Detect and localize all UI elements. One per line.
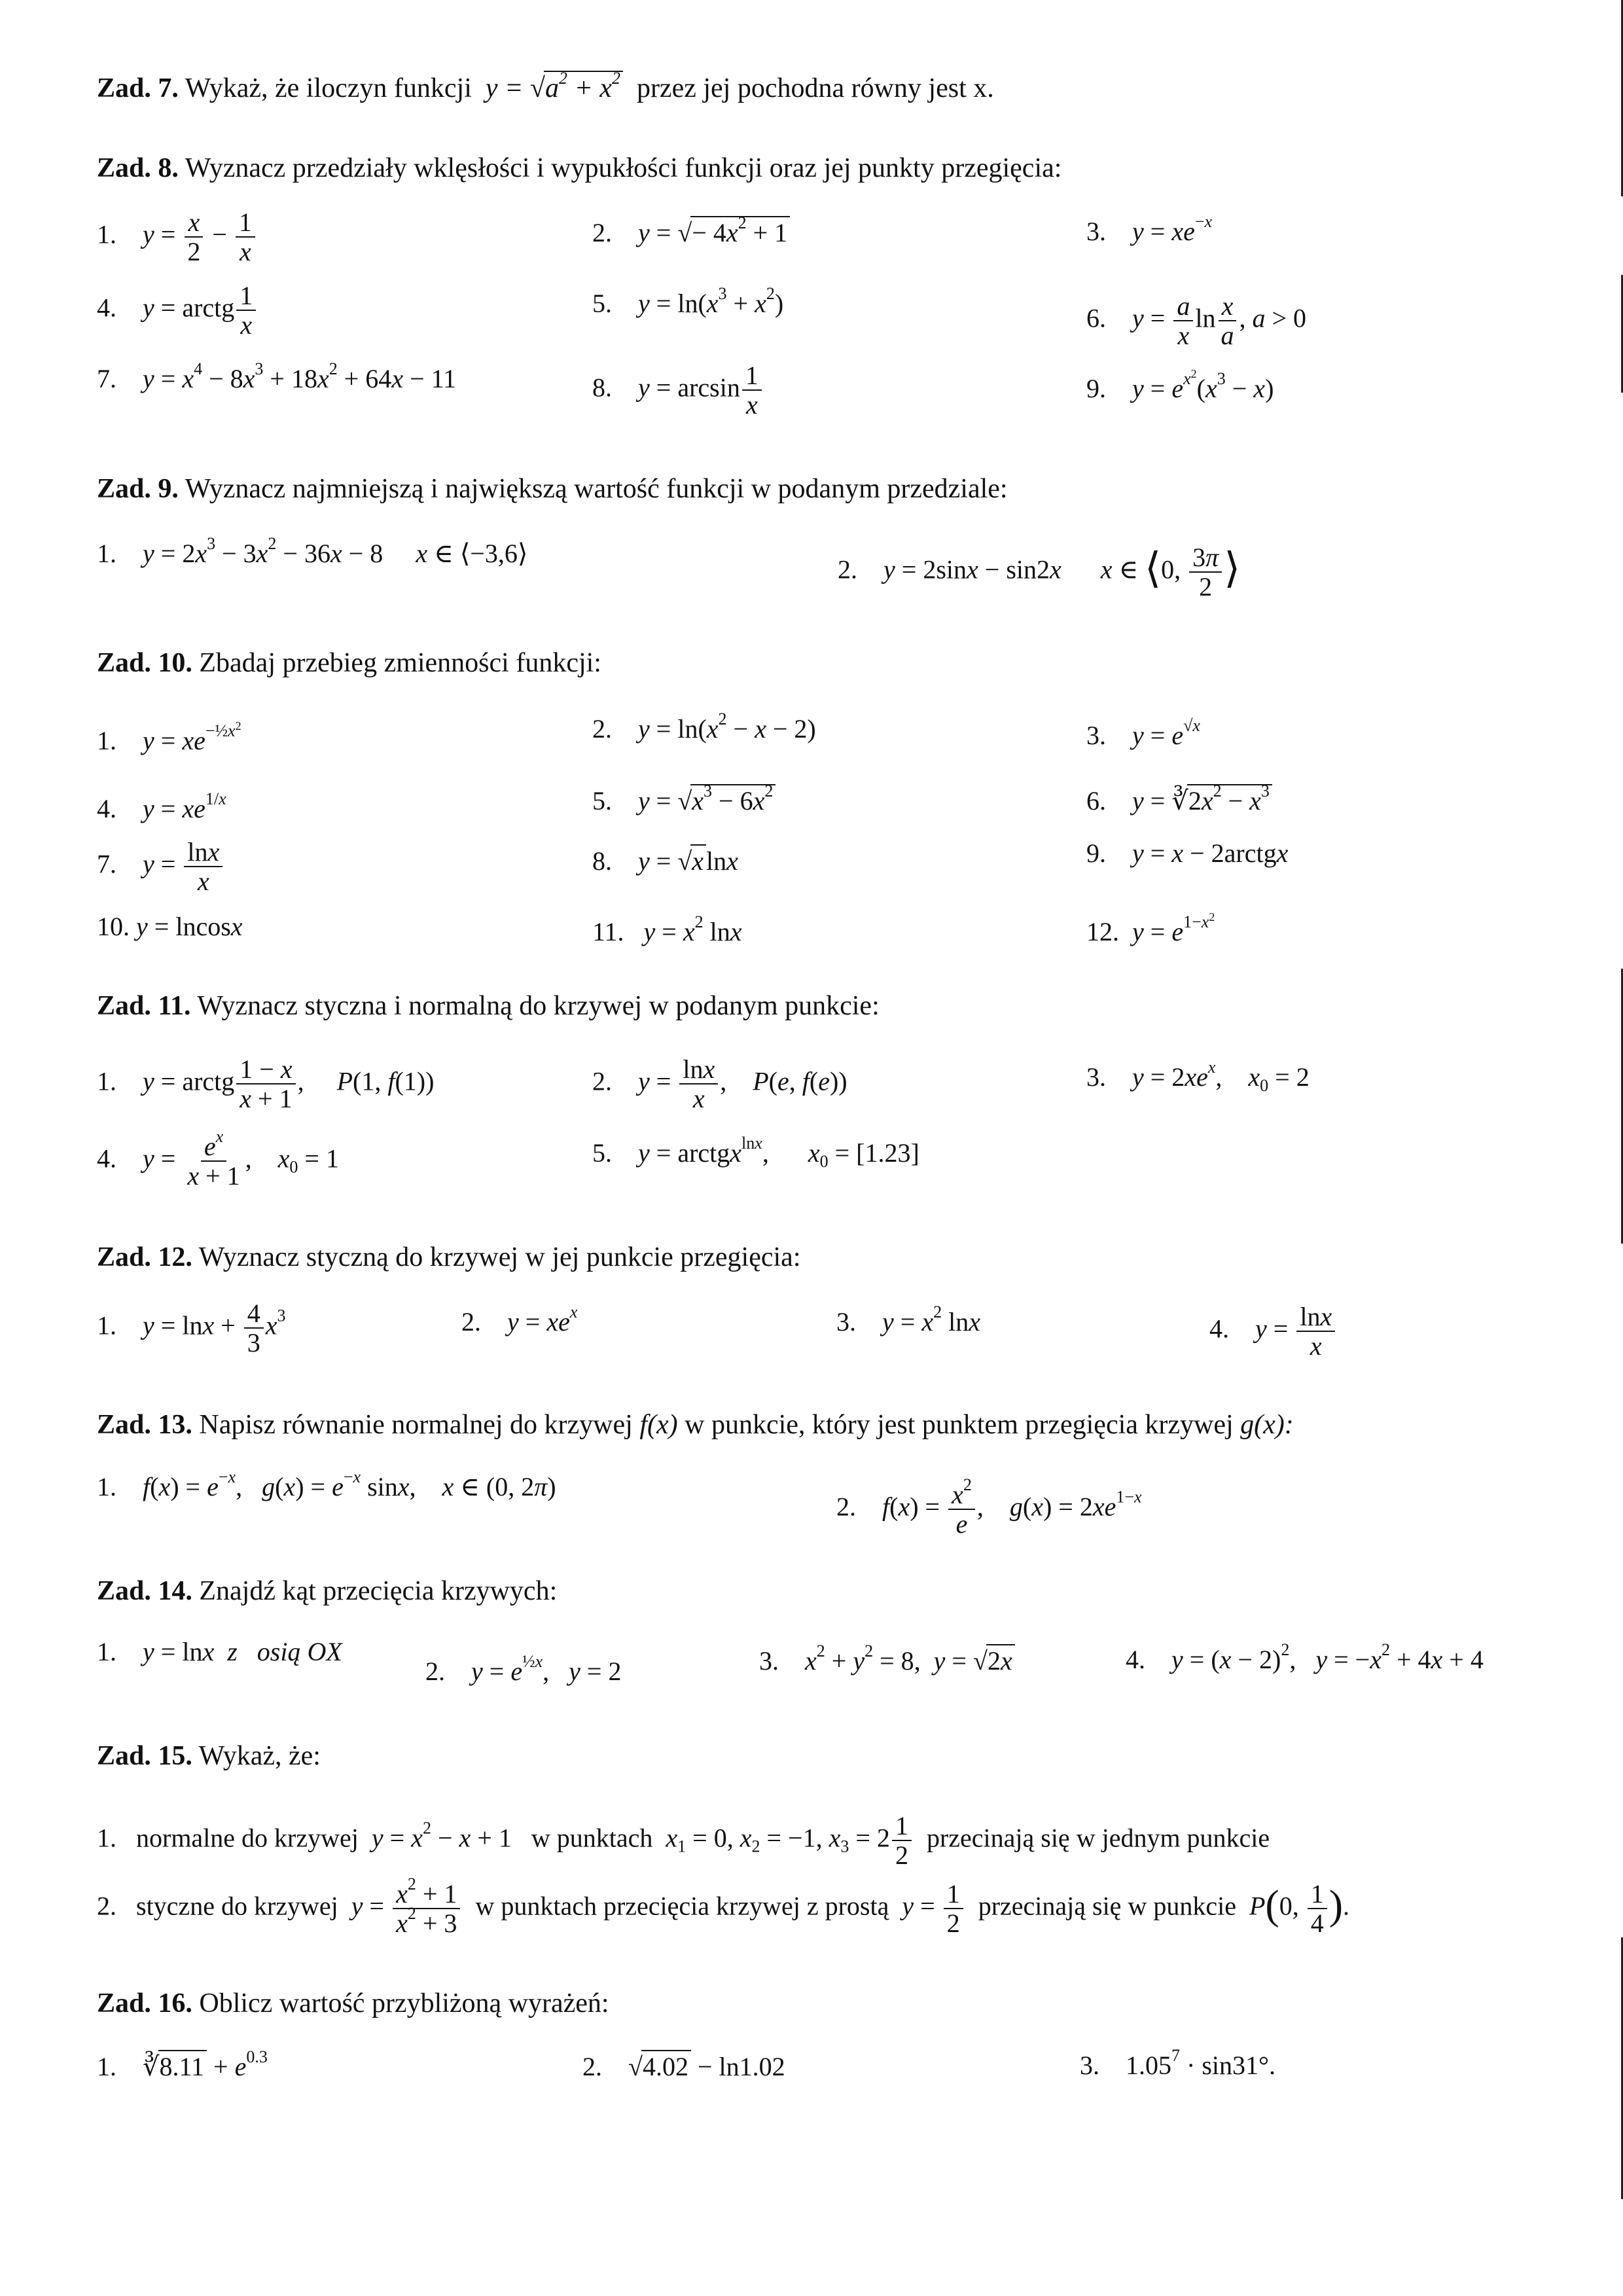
task-8-text: Wyznacz przedziały wklęsłości i wypukłości funkcji oraz jej punkty przegięcia:: [185, 153, 1062, 183]
task-14-item-3: 3. $x^2 + y^2 = 8$, y = √2x: [759, 1644, 1015, 1677]
task-12-text: Wyznacz styczną do krzywej w jej punkcie przegięcia:: [198, 1242, 801, 1272]
task-12-item-2: 2. $y = xe^x$: [461, 1302, 578, 1336]
task-14-heading: [97, 1575, 557, 1607]
task-10-item-10: 10. y = lncosx: [97, 912, 243, 941]
task-16-text: Oblicz wartość przybliżoną wyrażeń:: [199, 1988, 609, 2018]
task-10-item-8: 8. y = √x lnx: [592, 844, 738, 877]
task-11-text: Wyznacz styczna i normalną do krzywej w podanym punkcie:: [197, 991, 880, 1021]
task-7: [97, 71, 994, 105]
task-10-item-5: 5. $y = √x^3 - 6x^2$: [592, 784, 776, 817]
task-10-heading: [97, 647, 601, 679]
task-7-tail: przez jej pochodna równy jest x.: [636, 73, 994, 103]
task-12-item-3: 3. $y = x^2$ lnx: [836, 1302, 980, 1336]
task-10-label: Zad. 10.: [97, 648, 192, 678]
task-8-item-6: 6. y = $\frac{a}{x}$ ln $\frac{x}{a}$ , a > 0: [1086, 291, 1307, 351]
task-15-item-2-a: styczne do krzywej: [136, 1891, 338, 1921]
task-15-item-2: 2. styczne do krzywej y = $\frac{x^2 + 1}{x^2 + 3}$ w punktach przecięcia krzywej z prostą y = $\frac{1}{2}$ przecinają się w punkcie P(0, $\frac{1}{4}$ ).: [97, 1874, 1350, 1939]
task-16-item-3: 3. $1.05^7 \cdot \sin 31^\circ$.: [1080, 2046, 1275, 2080]
task-8-heading: [97, 152, 1061, 185]
task-16-item-1: 1. ∛8.11 + $e^{0.3}$: [97, 2047, 268, 2081]
task-10-item-3: 3. $y = e^{√x}$: [1086, 716, 1200, 750]
task-11-label: Zad. 11.: [97, 991, 191, 1021]
task-8-item-7: 7. $y = x^4 - 8x^3 + 18x^2 + 64x - 11$: [97, 359, 457, 393]
task-9-heading: [97, 473, 1008, 505]
task-15-label: Zad. 15.: [97, 1741, 192, 1771]
task-8-item-4: 4. y = arctg $\frac{1}{x}$: [97, 281, 258, 339]
task-8-item-5: 5. $y = \ln(x^3 + x^2)$: [592, 284, 784, 318]
task-12-item-1: 1. y = lnx + $\frac{4}{3}$ $x^3$: [97, 1299, 286, 1358]
task-15-item-1-a: normalne do krzywej: [136, 1823, 359, 1853]
task-8-label: Zad. 8.: [97, 153, 179, 183]
task-13-mid: w punkcie, który jest punktem przegięcia krzywej: [685, 1410, 1234, 1440]
task-15-item-1: 1. normalne do krzywej $y = x^2 - x + 1$ w punktach $x_1 = 0$, $x_2 = -1$, $x_3 = 2$ $\frac{1}{2}$ przecinają się w jednym punkcie: [97, 1811, 1270, 1871]
task-14-text: Znajdź kąt przecięcia krzywych:: [199, 1576, 558, 1606]
task-10-item-11: 11. $y = x^2$ lnx: [592, 912, 742, 946]
task-13-label: Zad. 13.: [97, 1410, 192, 1440]
task-8-item-3: 3. $y = xe^{-x}$: [1086, 212, 1213, 246]
task-10-item-1: 1. $y = xe^{-\frac{1}{2}x^2}$: [97, 719, 241, 755]
task-13-gx: g(x):: [1240, 1410, 1294, 1440]
task-7-label: Zad. 7.: [97, 73, 179, 103]
task-8-item-1: 1. y = $\frac{x}{2}$ − $\frac{1}{x}$: [97, 208, 257, 266]
task-15-item-2-c: przecinają się w punkcie: [978, 1891, 1236, 1921]
task-11-item-4: 4. y = $\frac{e^x}{x + 1}$ , $x_0 = 1$: [97, 1127, 339, 1191]
task-7-text: Wykaż, że iloczyn funkcji: [185, 73, 472, 103]
task-10-item-12: 12. $y = e^{1-x^2}$: [1086, 910, 1215, 946]
task-9-item-1: 1. $y = 2x^3 - 3x^2 - 36x - 8$ x ∈ ⟨−3,6⟩: [97, 534, 528, 568]
task-8-item-8: 8. y = arcsin $\frac{1}{x}$: [592, 361, 764, 419]
task-14-item-4: 4. $y = (x - 2)^2$, $y = -x^2 + 4x + 4$: [1126, 1640, 1484, 1674]
task-14-item-1: 1. y = lnx z osią OX: [97, 1637, 342, 1666]
task-7-formula: $y = √a^2 + x^2$: [478, 73, 630, 103]
task-9-label: Zad. 9.: [97, 474, 179, 504]
task-10-text: Zbadaj przebieg zmienności funkcji:: [199, 648, 601, 678]
task-15-text: Wykaż, że:: [198, 1741, 321, 1771]
task-10-item-2: 2. $y = \ln(x^2 - x - 2)$: [592, 709, 816, 744]
task-8-item-9: 9. $y = e^{x^2}(x^3 - x)$: [1086, 367, 1274, 403]
task-16-heading: [97, 1987, 609, 2020]
task-10-item-6: 6. $y = ∛2x^2 - x^3$: [1086, 784, 1272, 817]
task-14-label: Zad. 14.: [97, 1576, 192, 1606]
task-15-item-2-b: w punktach przecięcia krzywej z prostą: [475, 1891, 889, 1921]
task-13-item-1: 1. $f(x) = e^{-x}$, $g(x) = e^{-x}$ sinx, x ∈ (0, 2π): [97, 1467, 556, 1501]
task-14-item-2: 2. $y = e^{\frac{1}{2}x}$, y = 2: [425, 1652, 622, 1686]
task-16-item-2: 2. √4.02 − ln1.02: [582, 2050, 785, 2083]
task-10-item-7: 7. y = $\frac{\ln x}{x}$: [97, 838, 224, 895]
task-11-item-5: 5. y = arctgx$^{lnx}$, $x_0 = [1.23]$: [592, 1134, 919, 1171]
task-11-heading: [97, 990, 880, 1022]
task-8-item-2: 2. y = √− $4x^2 + 1$: [592, 216, 790, 249]
task-9-text: Wyznacz najmniejszą i największą wartość funkcji w podanym przedziale:: [185, 474, 1008, 504]
task-15-item-1-b: w punktach: [531, 1823, 653, 1853]
task-11-item-2: 2. y = $\frac{\ln x}{x}$ , P(e, f(e)): [592, 1054, 847, 1114]
task-13-fx: f(x): [639, 1410, 678, 1440]
task-11-item-1: 1. y = arctg $\frac{1 - x}{x + 1}$ , P(1, f(1)): [97, 1054, 435, 1114]
task-15-item-1-c: przecinają się w jednym punkcie: [926, 1823, 1270, 1853]
task-13-item-2: 2. f(x) = $\frac{x^2}{e}$ , $g(x) = 2xe^{1-x}$: [836, 1475, 1142, 1539]
task-16-label: Zad. 16.: [97, 1988, 192, 2018]
task-15-heading: [97, 1740, 321, 1772]
task-12-item-4: 4. y = $\frac{\ln x}{x}$: [1209, 1302, 1337, 1360]
task-9-item-2: 2. y = 2sinx − sin2x x ∈ ⟨0, $\frac{3\pi}{2}$ ⟩: [838, 543, 1241, 602]
task-13-text: Napisz równanie normalnej do krzywej: [199, 1410, 633, 1440]
task-12-heading: [97, 1241, 800, 1274]
task-13-heading: [97, 1408, 1294, 1441]
task-10-item-9: 9. y = x − 2arctgx: [1086, 838, 1289, 868]
task-11-item-3: 3. $y = 2xe^x$, $x_0 = 2$: [1086, 1058, 1310, 1095]
task-12-label: Zad. 12.: [97, 1242, 192, 1272]
task-10-item-4: 4. $y = xe^{1/x}$: [97, 789, 226, 823]
